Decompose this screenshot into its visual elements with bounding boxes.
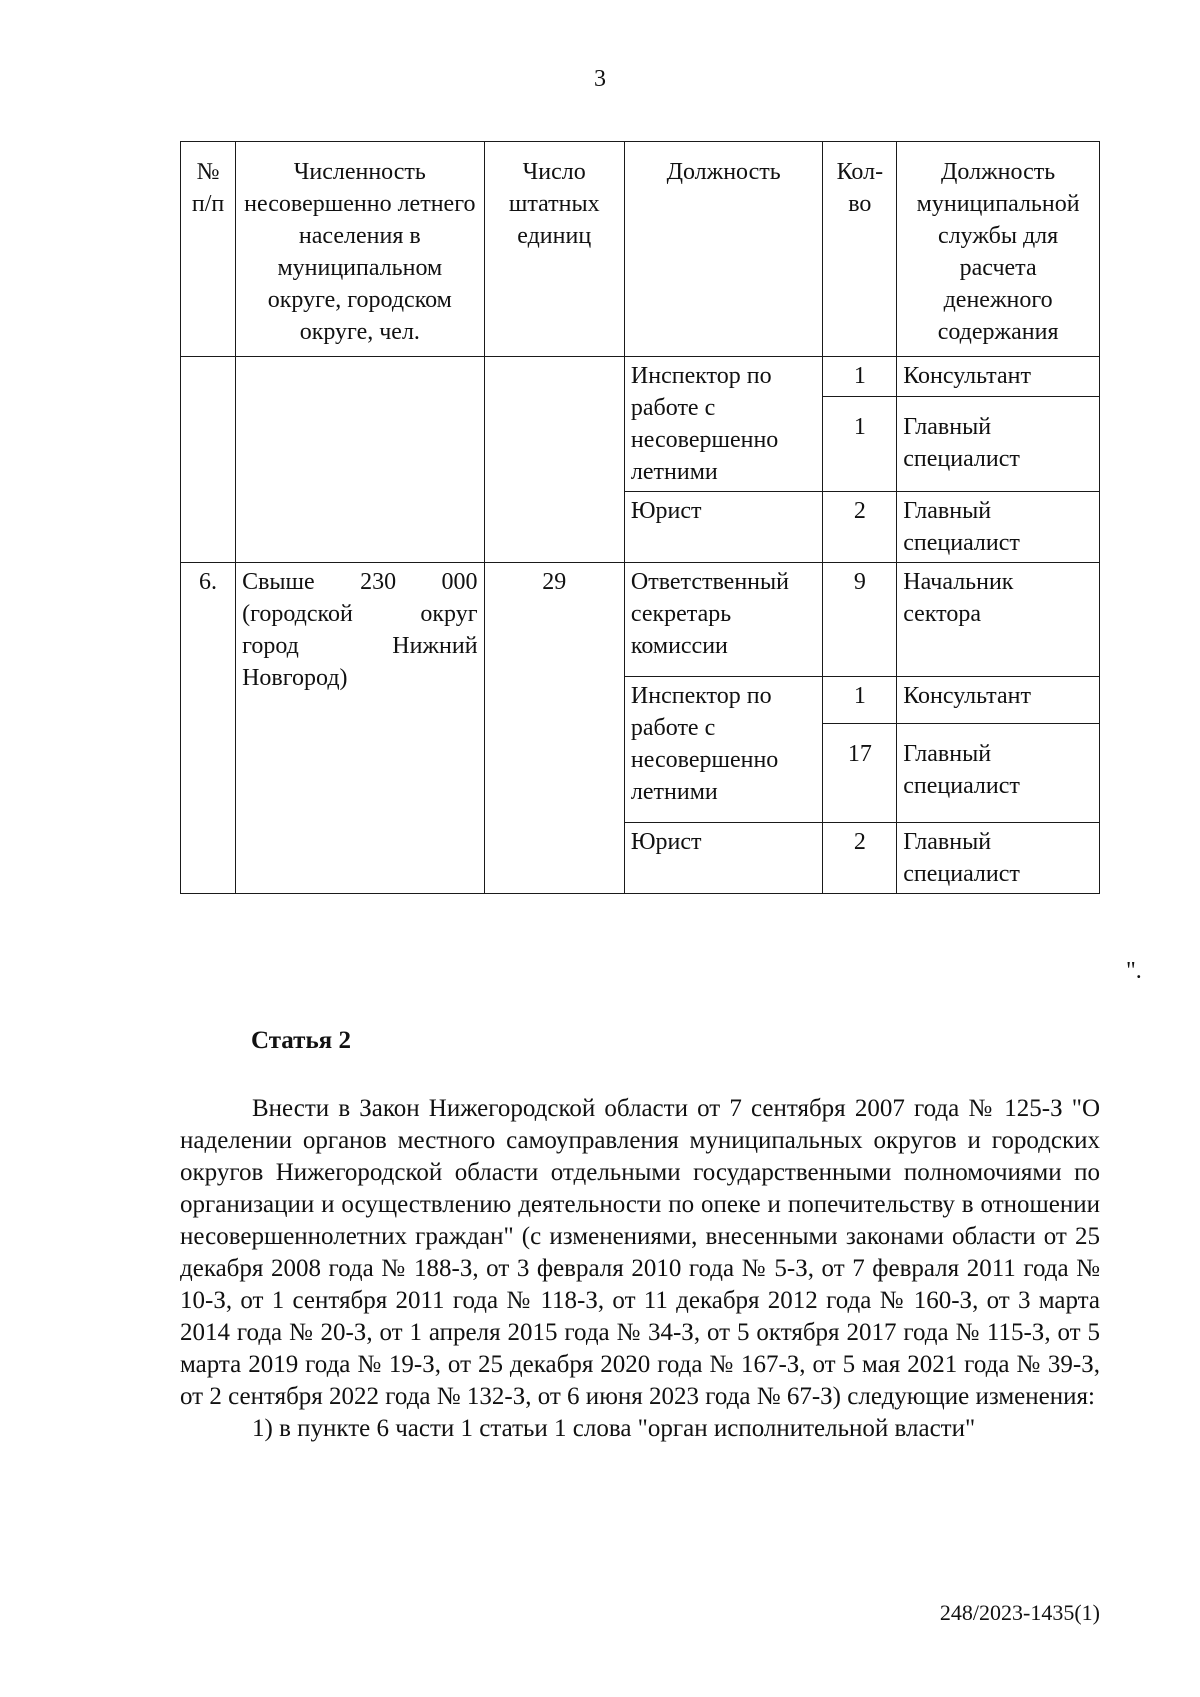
cell-civil-service: Консультант <box>897 677 1100 724</box>
document-code: 248/2023-1435(1) <box>939 1600 1100 1625</box>
cell-civil-service: Консультант <box>897 357 1100 397</box>
closing-quote: ". <box>1126 958 1142 984</box>
cell-position: Инспектор по работе с несовершенно летними <box>624 677 823 823</box>
header-qty: Кол-во <box>823 142 897 357</box>
table-row <box>181 563 1100 677</box>
header-population: Численность несовершенно летнего населения в муниципальном округе, городском округе, чел. <box>236 142 484 357</box>
cell-qty: 17 <box>823 724 897 823</box>
cell-qty: 1 <box>823 396 897 491</box>
cell-civil-service: Главный специалист <box>897 492 1100 563</box>
header-units: Число штатных единиц <box>484 142 624 357</box>
article-body <box>180 1093 1100 1445</box>
cell-qty: 9 <box>823 563 897 677</box>
table-header-row <box>181 142 1100 357</box>
cell-population: Свыше 230 000 (городской округ город Нижний Новгород) <box>236 563 484 894</box>
body-paragraph: Внести в Закон Нижегородской области от 7 сентября 2007 года № 125-З "О наделении органов местного самоуправления муниципальных округов и городских округов Нижегородской области отдельными государственными полномочиями по организации и осуществлению деятельности по опеке и попечительству в отношении несовершеннолетних граждан" (с изменениями, внесенными законами области от 25 декабря 2008 года № 188-З, от 3 февраля 2010 года № 5-З, от 7 февраля 2011 года № 10-З, от 1 сентября 2011 года № 118-З, от 11 декабря 2012 года № 160-З, от 3 марта 2014 года № 20-З, от 1 апреля 2015 года № 34-З, от 5 октября 2017 года № 115-З, от 5 марта 2019 года № 19-З, от 25 декабря 2020 года № 167-З, от 5 мая 2021 года № 39-З, от 2 сентября 2022 года № 132-З, от 6 июня 2023 года № 67-З) следующие изменения: <box>180 1095 1100 1410</box>
cell-units: 29 <box>484 563 624 894</box>
staffing-table <box>180 141 1100 894</box>
body-paragraph: 1) в пункте 6 части 1 статьи 1 слова "орган исполнительной власти" <box>252 1415 976 1442</box>
cell-qty: 2 <box>823 492 897 563</box>
cell-position: Ответственный секретарь комиссии <box>624 563 823 677</box>
cell-qty: 1 <box>823 357 897 397</box>
cell-position: Юрист <box>624 492 823 563</box>
page-number: 3 <box>594 66 606 92</box>
header-num: № п/п <box>181 142 236 357</box>
table-row <box>181 357 1100 397</box>
cell-civil-service: Начальник сектора <box>897 563 1100 677</box>
cell-civil-service: Главный специалист <box>897 396 1100 491</box>
header-position: Должность <box>624 142 823 357</box>
header-civil-service: Должность муниципальной службы для расчета денежного содержания <box>897 142 1100 357</box>
cell-num-empty <box>181 357 236 563</box>
article-title: Статья 2 <box>251 1027 351 1054</box>
cell-qty: 2 <box>823 823 897 894</box>
cell-units-empty <box>484 357 624 563</box>
cell-population-empty <box>236 357 484 563</box>
cell-position: Инспектор по работе с несовершенно летними <box>624 357 823 492</box>
cell-civil-service: Главный специалист <box>897 724 1100 823</box>
cell-num: 6. <box>181 563 236 894</box>
cell-qty: 1 <box>823 677 897 724</box>
cell-position: Юрист <box>624 823 823 894</box>
cell-civil-service: Главный специалист <box>897 823 1100 894</box>
